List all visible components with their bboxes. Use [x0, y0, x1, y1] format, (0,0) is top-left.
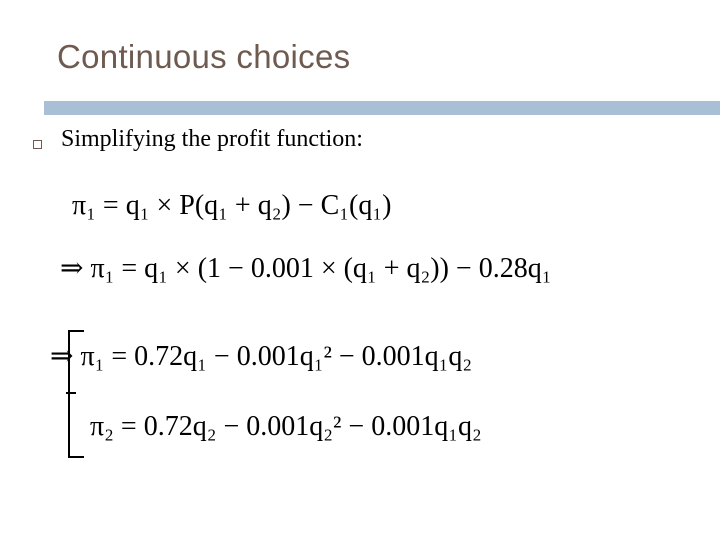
bullet-text: Simplifying the profit function: [61, 126, 363, 152]
equation-2 [60, 255, 551, 283]
equation-1-text: π₁ = q₁ × P(q₁ + q₂) − C₁(q₁) [72, 190, 392, 221]
equation-4 [90, 413, 482, 441]
header-rule-left [0, 101, 42, 115]
slide-title: Continuous choices [57, 38, 351, 75]
equation-3 [50, 343, 472, 371]
equation-1 [72, 192, 391, 220]
equation-4-text: π₂ = 0.72q₂ − 0.001q₂² − 0.001q₁q₂ [90, 411, 482, 442]
bullet-square-icon [33, 140, 42, 149]
system-bracket-tick [66, 392, 76, 394]
header-rule [44, 101, 720, 115]
equation-3-text: ⇒ π₁ = 0.72q₁ − 0.001q₁² − 0.001q₁q₂ [50, 341, 473, 372]
equation-2-text: ⇒ π₁ = q₁ × (1 − 0.001 × (q₁ + q₂)) − 0.28q₁ [60, 253, 552, 284]
